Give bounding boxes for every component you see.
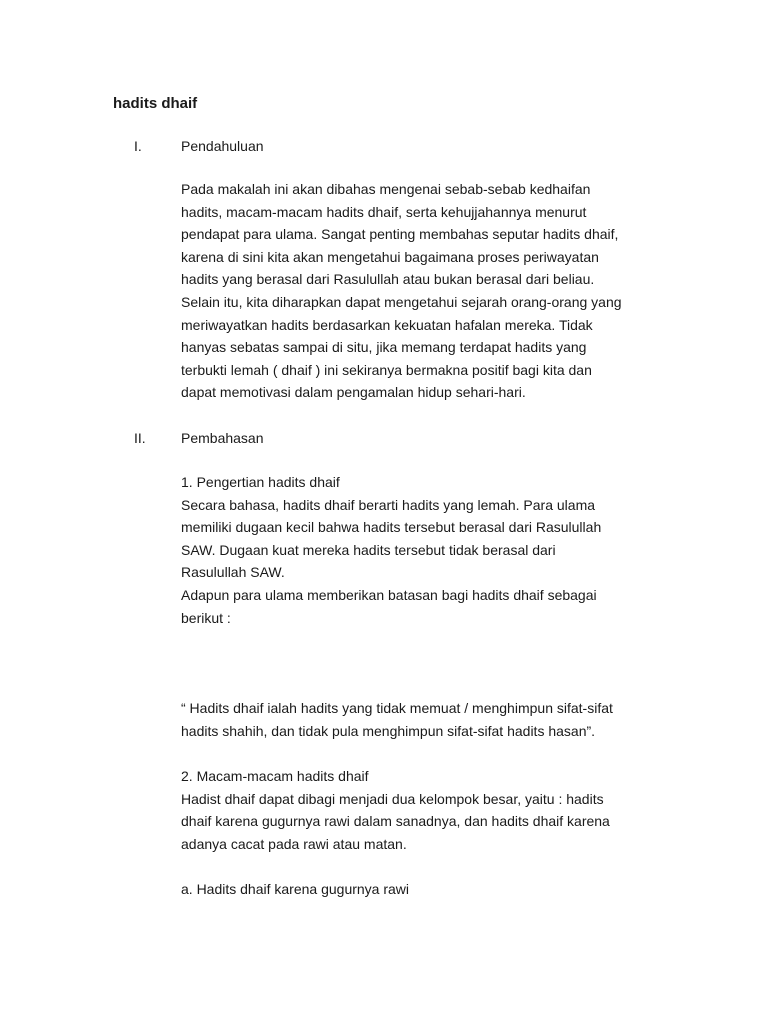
text-line: dhaif karena gugurnya rawi dalam sanadnya, dan hadits dhaif karena: [181, 813, 610, 830]
definition-quote: [181, 697, 681, 742]
section-heading: Pembahasan: [181, 430, 264, 446]
subsection-heading: 2. Macam-macam hadits dhaif: [181, 768, 369, 784]
subsection-heading: a. Hadits dhaif karena gugurnya rawi: [181, 881, 410, 897]
text-line: Secara bahasa, hadits dhaif berarti hadits yang lemah. Para ulama: [181, 496, 596, 513]
text-line: pendapat para ulama. Sangat penting membahas seputar hadits dhaif,: [181, 226, 619, 243]
text-line: terbukti lemah ( dhaif ) ini sekiranya bermakna positif bagi kita dan: [181, 361, 592, 378]
definition-paragraph: [181, 471, 681, 629]
section-number: II.: [134, 430, 146, 446]
intro-paragraph: [181, 178, 681, 404]
text-line: Rasulullah SAW.: [181, 564, 285, 581]
text-line: hadits, macam-macam hadits dhaif, serta kehujjahannya menurut: [181, 203, 587, 220]
text-line: adanya cacat pada rawi atau matan.: [181, 835, 407, 852]
text-line: hanyas sebatas sampai di situ, jika memang terdapat hadits yang: [181, 339, 587, 356]
text-line: Adapun para ulama memberikan batasan bagi hadits dhaif sebagai: [181, 586, 597, 603]
text-line: SAW. Dugaan kuat mereka hadits tersebut tidak berasal dari: [181, 541, 556, 558]
subsection-heading: 1. Pengertian hadits dhaif: [181, 474, 340, 490]
text-line: Selain itu, kita diharapkan dapat mengetahui sejarah orang-orang yang: [181, 293, 622, 310]
text-line: dapat memotivasi dalam pengamalan hidup sehari-hari.: [181, 384, 526, 401]
text-line: “ Hadits dhaif ialah hadits yang tidak memuat / menghimpun sifat-sifat: [181, 700, 613, 716]
types-paragraph: [181, 765, 681, 855]
text-line: karena di sini kita akan mengetahui bagaimana proses periwayatan: [181, 248, 599, 265]
text-line: Hadist dhaif dapat dibagi menjadi dua kelompok besar, yaitu : hadits: [181, 790, 604, 807]
text-line: hadits shahih, dan tidak pula menghimpun sifat-sifat hadits hasan”.: [181, 722, 596, 739]
document-title: hadits dhaif: [113, 95, 198, 112]
text-line: meriwayatkan hadits berdasarkan kekuatan hafalan mereka. Tidak: [181, 316, 593, 333]
text-line: hadits yang berasal dari Rasulullah atau bukan berasal dari beliau.: [181, 271, 595, 288]
text-line: Pada makalah ini akan dibahas mengenai sebab-sebab kedhaifan: [181, 181, 591, 197]
section-number: I.: [134, 138, 142, 154]
text-line: memiliki dugaan kecil bahwa hadits tersebut berasal dari Rasulullah: [181, 519, 602, 536]
text-line: berikut :: [181, 609, 231, 626]
section-heading: Pendahuluan: [181, 138, 264, 154]
